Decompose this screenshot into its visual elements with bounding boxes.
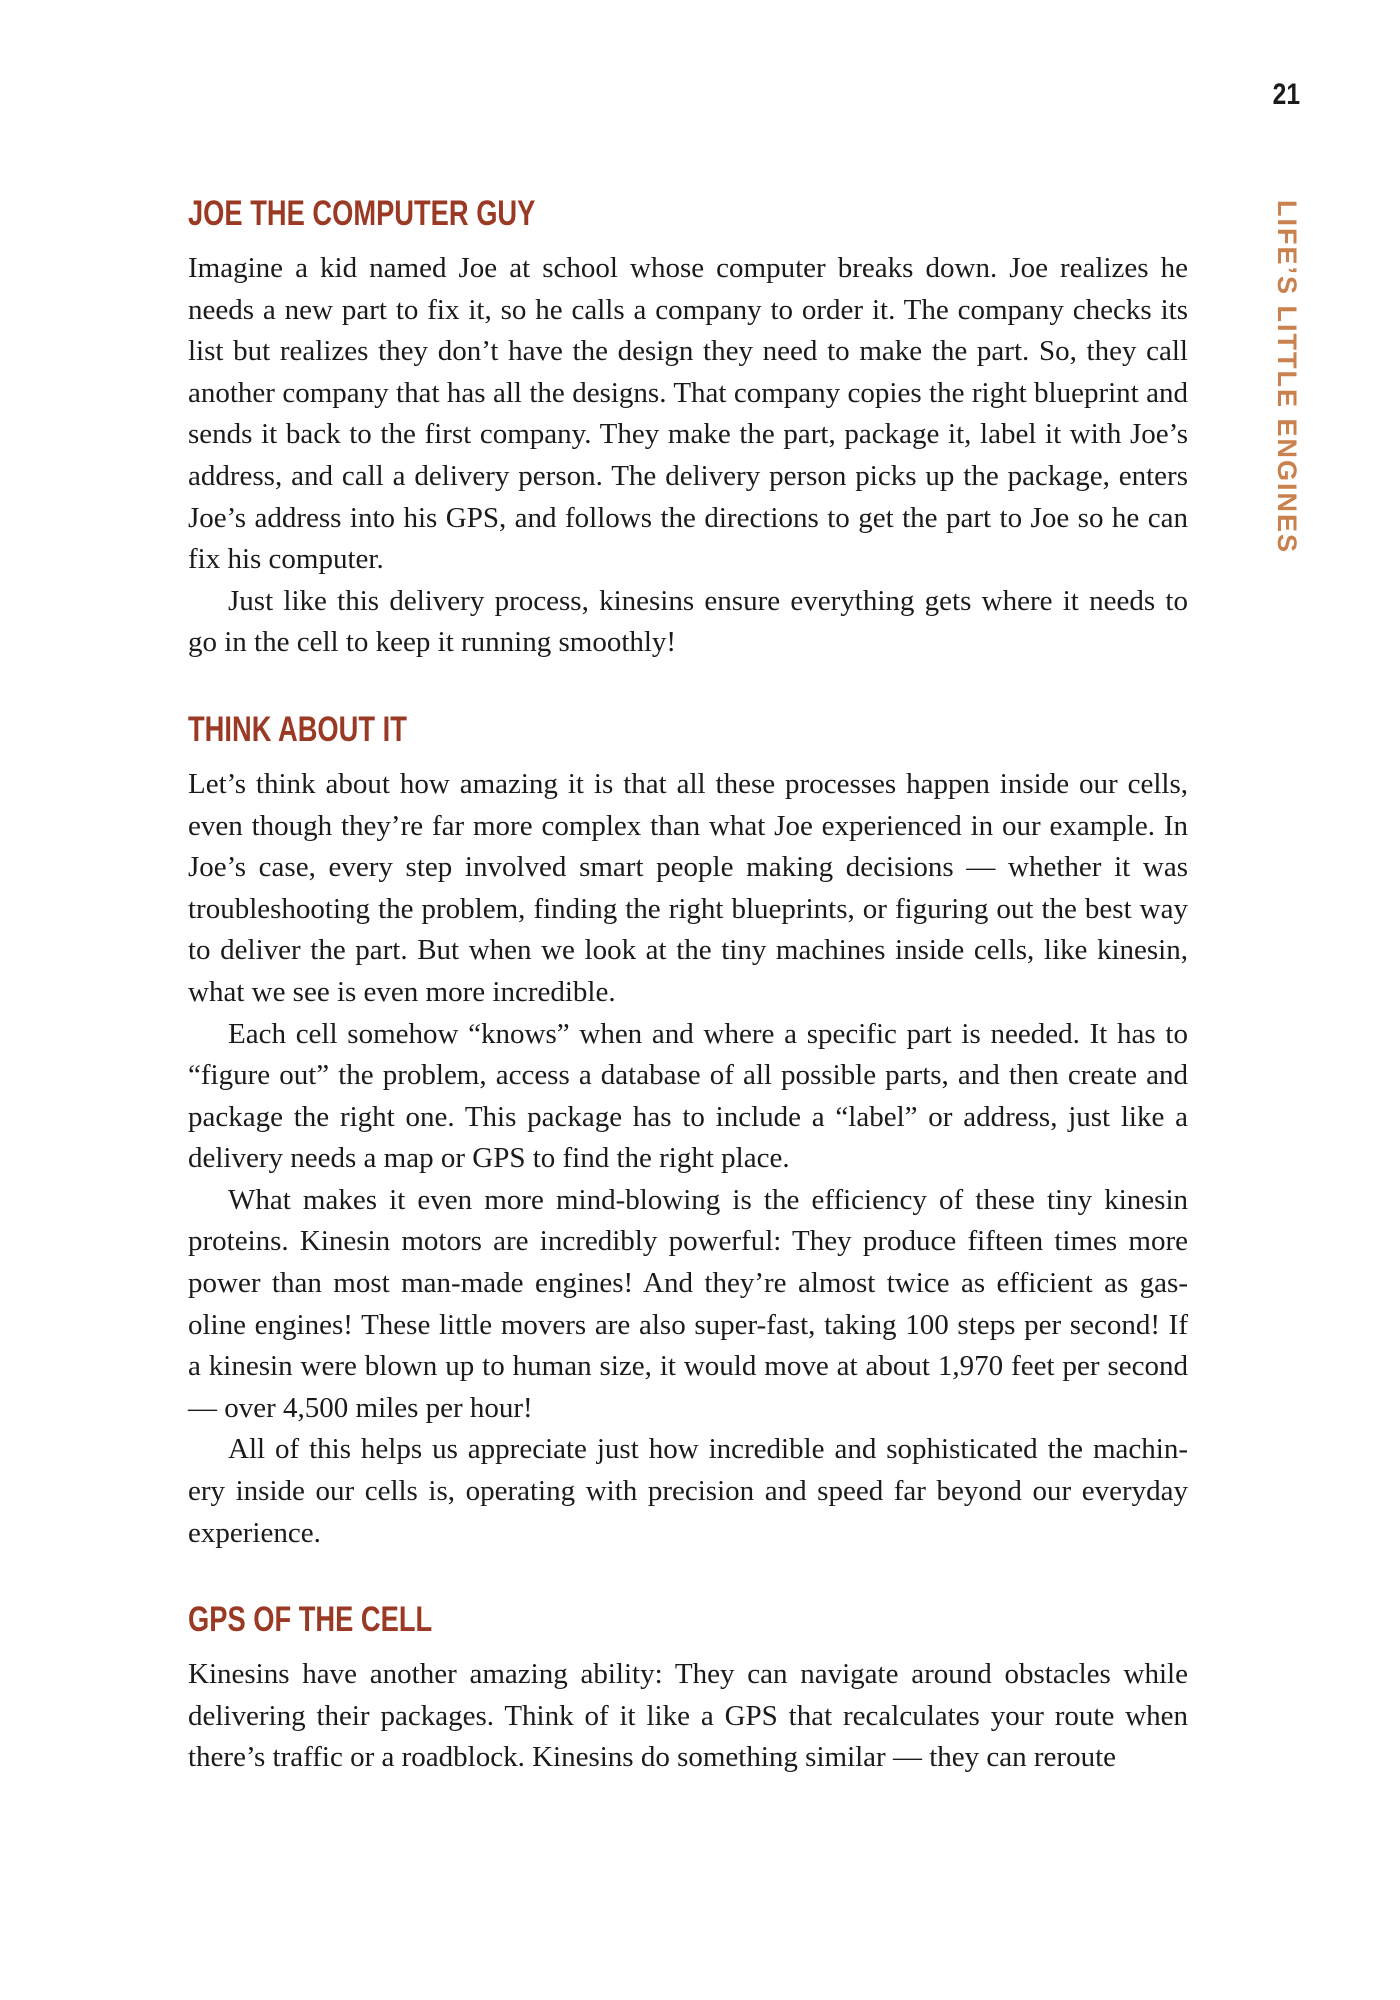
paragraph: Imagine a kid named Joe at school whose computer breaks down. Joe realizes he needs a new part to fix it, so he calls a company to order it. The company checks its list but realizes they don’t have the design they need to make the part. So, they call another company that has all the designs. That company copies the right blueprint and sends it back to the first company. They make the part, package it, label it with Joe’s address, and call a delivery person. The delivery person picks up the package, enters Joe’s address into his GPS, and follows the directions to get the part to Joe so he can fix his computer. [188, 252, 1188, 576]
paragraph: Each cell somehow “knows” when and where a specific part is needed. It has to “figure out” the problem, access a database of all possible parts, and then create and package the right one. This package has to include a “label” or address, just like a delivery needs a map or GPS to find the right place. [188, 1017, 1188, 1175]
page-number: 21 [1272, 78, 1300, 111]
paragraph: Kinesins have another amazing ability: They can navigate around obstacles while delivering their packages. Think of it like a GPS that recalculates your route when there’s traffic or a roadblock. Kinesins do something similar — they can reroute [188, 1658, 1188, 1774]
paragraph: Let’s think about how amazing it is that all these processes happen inside our cells, even though they’re far more complex than what Joe experienced in our example. In Joe’s case, every step involved smart people making decisions — whether it was troubleshooting the problem, finding the right blueprints, or figuring out the best way to deliver the part. But when we look at the tiny machines inside cells, like kinesin, what we see is even more incredible. [188, 767, 1188, 1008]
page-body [188, 190, 1188, 1779]
section-heading: GPS OF THE CELL [188, 1600, 433, 1640]
paragraph: Just like this delivery process, kinesins ensure everything gets where it needs to go in the cell to keep it running smoothly! [188, 584, 1188, 659]
section-heading: JOE THE COMPUTER GUY [188, 194, 536, 233]
paragraph: All of this helps us appreciate just how incredible and sophisticated the machin-ery inside our cells is, operating with precision and speed far beyond our everyday experience. [188, 1433, 1188, 1549]
section-think-about-it [188, 706, 1188, 1554]
section-joe-the-computer-guy [188, 190, 1188, 664]
paragraph: What makes it even more mind-blowing is the efficiency of these tiny kinesin proteins. Kinesin motors are incredibly powerful: They produce fifteen times more power than most man-made engines! And they’re almost twice as efficient as gas-oline engines! These little movers are also super-fast, taking 100 steps per second! If a kinesin were blown up to human size, it would move at about 1,970 feet per second — over 4,500 miles per hour! [188, 1183, 1188, 1424]
section-heading: THINK ABOUT IT [188, 709, 407, 749]
section-gps-of-the-cell [188, 1596, 1188, 1779]
running-head: LIFE’S LITTLE ENGINES [1272, 200, 1302, 555]
